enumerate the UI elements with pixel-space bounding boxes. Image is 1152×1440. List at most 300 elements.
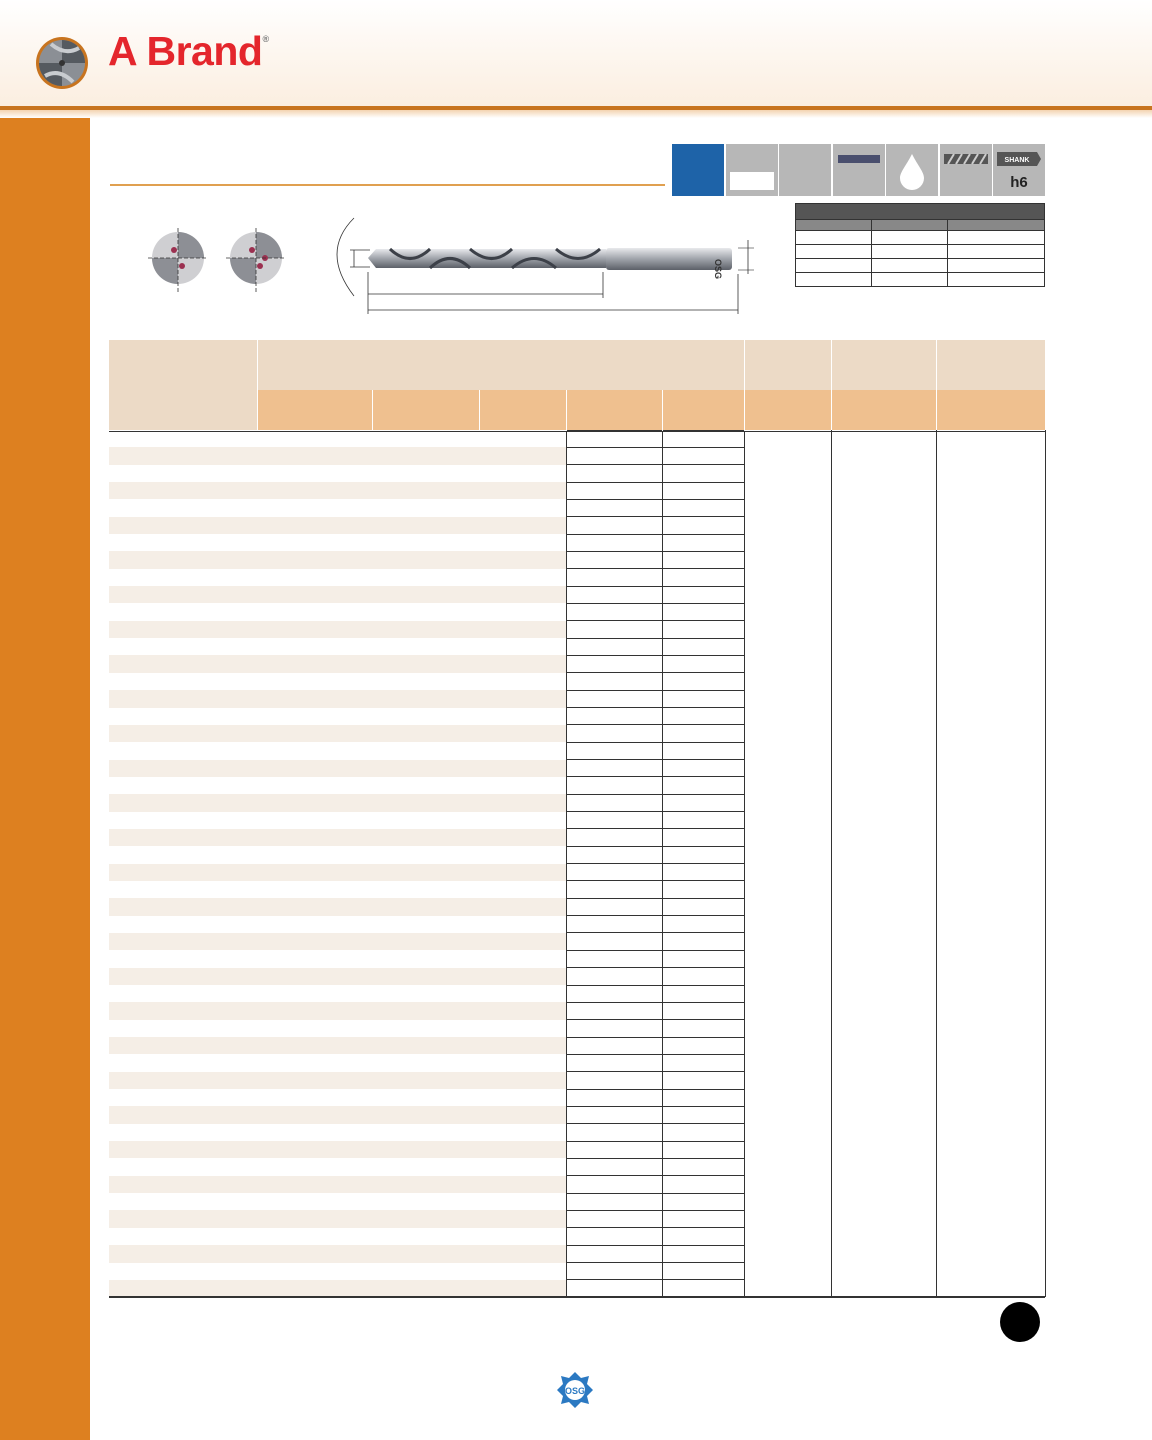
table-cell [372, 1124, 479, 1141]
table-cell [936, 430, 1045, 447]
header-cell [831, 390, 936, 430]
table-cell [479, 1089, 566, 1106]
table-cell [566, 586, 662, 603]
table-cell [936, 985, 1045, 1002]
table-cell [662, 1124, 744, 1141]
table-cell [936, 1210, 1045, 1227]
table-cell [257, 1228, 372, 1245]
table-row [109, 777, 1045, 794]
table-cell [566, 1072, 662, 1089]
table-cell [109, 1037, 257, 1054]
table-cell [662, 985, 744, 1002]
table-cell [662, 517, 744, 534]
table-cell [109, 1072, 257, 1089]
table-cell [744, 777, 831, 794]
table-cell [936, 1245, 1045, 1262]
table-row [109, 569, 1045, 586]
table-cell [662, 1176, 744, 1193]
table-cell [744, 465, 831, 482]
table-cell [662, 725, 744, 742]
table-cell [257, 673, 372, 690]
table-cell [109, 1176, 257, 1193]
table-cell [109, 968, 257, 985]
table-cell [372, 465, 479, 482]
table-cell [372, 1158, 479, 1175]
table-cell [566, 794, 662, 811]
table-cell [744, 482, 831, 499]
table-cell [257, 1037, 372, 1054]
table-cell [109, 1280, 257, 1297]
table-cell [831, 1280, 936, 1297]
table-cell [936, 673, 1045, 690]
table-cell [372, 517, 479, 534]
table-cell [566, 499, 662, 516]
table-row [109, 673, 1045, 690]
table-cell [831, 829, 936, 846]
table-cell [109, 1106, 257, 1123]
table-cell [831, 794, 936, 811]
table-cell [936, 777, 1045, 794]
table-cell [372, 742, 479, 759]
table-cell [479, 603, 566, 620]
table-cell [257, 517, 372, 534]
svg-text:OSG: OSG [713, 259, 723, 280]
table-cell [744, 1124, 831, 1141]
table-cell [566, 1124, 662, 1141]
table-cell [831, 465, 936, 482]
header-cell [479, 390, 566, 430]
table-cell [566, 1210, 662, 1227]
table-cell [257, 933, 372, 950]
table-cell [479, 742, 566, 759]
table-cell [566, 690, 662, 707]
table-cell [936, 603, 1045, 620]
table-cell [109, 881, 257, 898]
table-cell [257, 465, 372, 482]
shank-h6-icon [993, 144, 1045, 196]
table-row [109, 950, 1045, 967]
table-cell [566, 1037, 662, 1054]
table-cell [831, 690, 936, 707]
table-row [109, 1089, 1045, 1106]
table-cell [662, 499, 744, 516]
table-cell [662, 482, 744, 499]
table-cell [744, 864, 831, 881]
table-cell [257, 1002, 372, 1019]
table-cell [109, 1054, 257, 1071]
table-cell [372, 898, 479, 915]
table-cell [109, 1020, 257, 1037]
table-cell [372, 1072, 479, 1089]
table-cell [257, 1054, 372, 1071]
table-cell [257, 864, 372, 881]
table-cell [662, 447, 744, 464]
table-cell [257, 586, 372, 603]
table-cell [257, 690, 372, 707]
table-cell [936, 829, 1045, 846]
table-cell [566, 1280, 662, 1297]
table-cell [744, 638, 831, 655]
table-cell [566, 881, 662, 898]
table-row [109, 1124, 1045, 1141]
table-cell [831, 708, 936, 725]
table-cell [566, 1141, 662, 1158]
table-cell [662, 950, 744, 967]
table-cell [662, 1263, 744, 1280]
table-cell [566, 673, 662, 690]
table-row [109, 812, 1045, 829]
table-cell [566, 534, 662, 551]
table-cell [936, 1228, 1045, 1245]
drill-side-view-diagram [320, 212, 760, 320]
table-cell [744, 760, 831, 777]
table-cell [936, 725, 1045, 742]
table-cell [936, 846, 1045, 863]
table-cell [257, 708, 372, 725]
table-cell [257, 447, 372, 464]
table-cell [936, 1020, 1045, 1037]
table-cell [831, 760, 936, 777]
table-cell [936, 881, 1045, 898]
table-cell [109, 950, 257, 967]
header-cell [109, 340, 257, 430]
table-cell [479, 708, 566, 725]
table-cell [109, 1210, 257, 1227]
table-cell [744, 916, 831, 933]
table-cell [831, 1020, 936, 1037]
header-shadow [0, 110, 1152, 118]
table-cell [936, 1124, 1045, 1141]
table-cell [372, 482, 479, 499]
table-cell [257, 725, 372, 742]
table-cell [936, 950, 1045, 967]
table-cell [662, 551, 744, 568]
table-cell [479, 551, 566, 568]
table-row [109, 551, 1045, 568]
table-cell [479, 1002, 566, 1019]
table-row [109, 725, 1045, 742]
table-row [109, 447, 1045, 464]
table-cell [831, 1002, 936, 1019]
table-cell [936, 447, 1045, 464]
table-cell [109, 534, 257, 551]
table-cell [479, 933, 566, 950]
header-cell [936, 340, 1045, 390]
table-cell [662, 1002, 744, 1019]
table-cell [109, 482, 257, 499]
table-cell [662, 586, 744, 603]
table-cell [566, 569, 662, 586]
table-cell [831, 1158, 936, 1175]
table-cell [257, 985, 372, 1002]
table-cell [662, 794, 744, 811]
table-row [109, 586, 1045, 603]
table-cell [109, 1158, 257, 1175]
table-cell [744, 1245, 831, 1262]
table-cell [257, 968, 372, 985]
table-cell [372, 1193, 479, 1210]
table-cell [479, 1072, 566, 1089]
table-cell [936, 655, 1045, 672]
table-cell [257, 1263, 372, 1280]
table-cell [109, 690, 257, 707]
table-cell [372, 708, 479, 725]
table-cell [831, 655, 936, 672]
table-row [109, 916, 1045, 933]
table-cell [744, 1141, 831, 1158]
product-table [109, 340, 1046, 1298]
table-cell [479, 1245, 566, 1262]
table-cell [744, 794, 831, 811]
coated-tool-icon [672, 144, 724, 196]
table-row [109, 1176, 1045, 1193]
table-cell [831, 968, 936, 985]
table-row [109, 1228, 1045, 1245]
table-row [109, 829, 1045, 846]
table-cell [372, 1228, 479, 1245]
table-cell [257, 1245, 372, 1262]
table-cell [744, 551, 831, 568]
table-cell [372, 760, 479, 777]
table-cell [479, 950, 566, 967]
table-cell [372, 1106, 479, 1123]
table-cell [109, 638, 257, 655]
table-cell [109, 777, 257, 794]
table-cell [479, 586, 566, 603]
table-cell [831, 846, 936, 863]
table-cell [936, 1054, 1045, 1071]
table-cell [372, 725, 479, 742]
table-cell [257, 1072, 372, 1089]
table-cell [257, 1210, 372, 1227]
table-cell [566, 742, 662, 759]
table-cell [109, 812, 257, 829]
table-cell [372, 777, 479, 794]
table-cell [566, 430, 662, 447]
table-cell [662, 760, 744, 777]
table-cell [831, 742, 936, 759]
table-cell [662, 1054, 744, 1071]
table-cell [566, 1158, 662, 1175]
table-cell [372, 534, 479, 551]
table-cell [479, 482, 566, 499]
table-cell [257, 777, 372, 794]
table-cell [831, 1089, 936, 1106]
table-row [109, 499, 1045, 516]
table-cell [744, 690, 831, 707]
table-row [109, 1193, 1045, 1210]
table-cell [479, 1193, 566, 1210]
table-cell [372, 638, 479, 655]
table-row [109, 430, 1045, 447]
table-cell [109, 465, 257, 482]
table-cell [831, 430, 936, 447]
table-cell [257, 569, 372, 586]
table-row [109, 1020, 1045, 1037]
flute-length-icon [833, 144, 885, 196]
table-cell [109, 586, 257, 603]
table-cell [479, 1020, 566, 1037]
table-cell [936, 586, 1045, 603]
header-cell [257, 340, 744, 390]
table-cell [936, 638, 1045, 655]
table-cell [257, 1280, 372, 1297]
table-cell [936, 708, 1045, 725]
table-cell [662, 1193, 744, 1210]
table-cell [662, 898, 744, 915]
table-cell [257, 1020, 372, 1037]
table-cell [566, 725, 662, 742]
table-cell [831, 898, 936, 915]
table-cell [831, 1228, 936, 1245]
table-cell [479, 1054, 566, 1071]
title-underline [110, 184, 665, 186]
header-cell [662, 390, 744, 430]
table-cell [936, 1263, 1045, 1280]
table-row [109, 794, 1045, 811]
table-cell [662, 1106, 744, 1123]
table-cell [479, 621, 566, 638]
table-cell [936, 1072, 1045, 1089]
table-cell [372, 985, 479, 1002]
table-cell [936, 569, 1045, 586]
table-cell [936, 933, 1045, 950]
table-cell [662, 881, 744, 898]
table-cell [744, 985, 831, 1002]
table-cell [936, 1106, 1045, 1123]
table-cell [831, 1124, 936, 1141]
table-cell [744, 708, 831, 725]
table-cell [109, 1124, 257, 1141]
table-cell [662, 933, 744, 950]
header-cell [372, 390, 479, 430]
table-cell [662, 829, 744, 846]
table-cell [936, 1193, 1045, 1210]
table-cell [936, 1089, 1045, 1106]
table-cell [257, 1141, 372, 1158]
table-cell [566, 1263, 662, 1280]
table-cell [257, 794, 372, 811]
table-cell [257, 881, 372, 898]
table-cell [744, 1106, 831, 1123]
table-cell [372, 569, 479, 586]
table-cell [566, 846, 662, 863]
table-cell [831, 1193, 936, 1210]
table-cell [566, 864, 662, 881]
table-cell [372, 829, 479, 846]
table-cell [566, 621, 662, 638]
table-cell [566, 1020, 662, 1037]
table-cell [662, 708, 744, 725]
table-cell [662, 1020, 744, 1037]
table-row [109, 742, 1045, 759]
table-cell [566, 916, 662, 933]
table-cell [372, 1037, 479, 1054]
table-cell [936, 1176, 1045, 1193]
table-cell [744, 1280, 831, 1297]
table-cell [109, 430, 257, 447]
table-cell [831, 881, 936, 898]
table-cell [936, 551, 1045, 568]
table-row [109, 898, 1045, 915]
table-cell [662, 1089, 744, 1106]
table-cell [479, 1124, 566, 1141]
table-cell [372, 864, 479, 881]
table-cell [372, 447, 479, 464]
table-cell [566, 551, 662, 568]
table-cell [257, 482, 372, 499]
table-cell [831, 1141, 936, 1158]
table-cell [109, 864, 257, 881]
table-cell [479, 881, 566, 898]
table-cell [831, 621, 936, 638]
table-cell [662, 1210, 744, 1227]
table-cell [662, 621, 744, 638]
table-cell [662, 1037, 744, 1054]
table-cell [372, 933, 479, 950]
table-cell [372, 1089, 479, 1106]
table-cell [479, 760, 566, 777]
table-cell [744, 933, 831, 950]
table-cell [566, 777, 662, 794]
header-cell [566, 390, 662, 430]
table-cell [479, 534, 566, 551]
table-cell [479, 1176, 566, 1193]
table-cell [831, 1176, 936, 1193]
table-cell [566, 1002, 662, 1019]
table-cell [479, 690, 566, 707]
table-cell [744, 1228, 831, 1245]
table-row [109, 655, 1045, 672]
table-cell [109, 1228, 257, 1245]
table-cell [662, 1280, 744, 1297]
table-cell [257, 621, 372, 638]
table-cell [372, 794, 479, 811]
table-cell [936, 794, 1045, 811]
table-cell [831, 447, 936, 464]
table-cell [744, 621, 831, 638]
table-cell [936, 864, 1045, 881]
table-cell [744, 673, 831, 690]
table-cell [744, 1037, 831, 1054]
table-cell [662, 846, 744, 863]
table-cell [257, 846, 372, 863]
header-cell [831, 340, 936, 390]
table-cell [372, 551, 479, 568]
table-cell [479, 1263, 566, 1280]
table-cell [566, 603, 662, 620]
table-cell [372, 1263, 479, 1280]
drill-tip-logo-icon [35, 36, 89, 90]
table-row [109, 517, 1045, 534]
table-cell [109, 1089, 257, 1106]
table-cell [744, 1020, 831, 1037]
table-row [109, 846, 1045, 863]
table-cell [109, 933, 257, 950]
table-cell [831, 1054, 936, 1071]
table-cell [662, 1228, 744, 1245]
table-cell [257, 1193, 372, 1210]
table-cell [936, 1002, 1045, 1019]
table-cell [831, 1106, 936, 1123]
table-cell [479, 1158, 566, 1175]
table-cell [744, 1002, 831, 1019]
drill-end-view-diagram [145, 222, 295, 294]
table-cell [372, 603, 479, 620]
table-cell [744, 1089, 831, 1106]
table-cell [566, 760, 662, 777]
table-cell [936, 898, 1045, 915]
